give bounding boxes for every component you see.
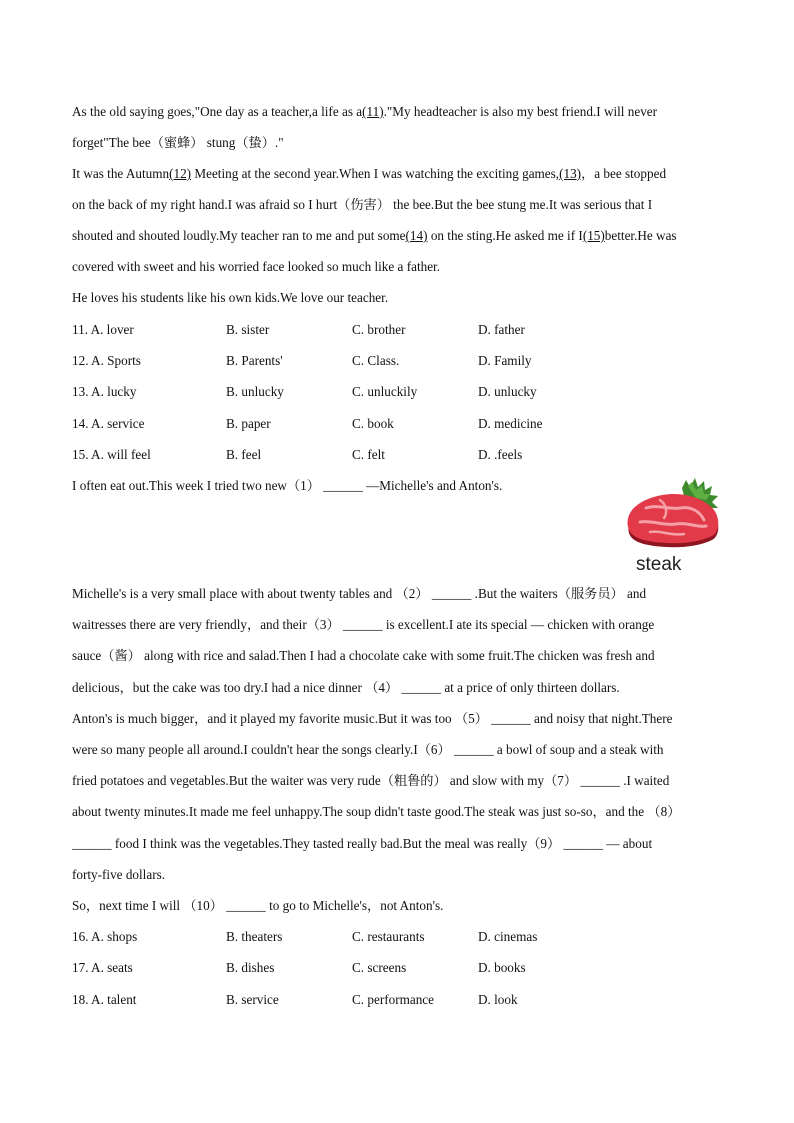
- passage1-line-1: As the old saying goes,"One day as a teacher,a life as a(11)."My headteacher is also my best friend.I will never: [72, 104, 658, 119]
- option-a: 14. A. service: [72, 416, 145, 431]
- passage2-line-10: forty-five dollars.: [72, 867, 166, 882]
- passage1-line-6: covered with sweet and his worried face looked so much like a father.: [72, 259, 441, 274]
- passage1-line-7: He loves his students like his own kids.We love our teacher.: [72, 290, 389, 305]
- question-14: [72, 415, 672, 433]
- option-c: C. felt: [352, 447, 385, 462]
- passage1-line-3: It was the Autumn(12) Meeting at the second year.When I was watching the exciting games,(13)，a bee stopped: [72, 166, 667, 181]
- passage2-line-8: about twenty minutes.It made me feel unhappy.The soup didn't taste good.The steak was just so-so，and the （8）: [72, 804, 681, 819]
- option-a: 11. A. lover: [72, 322, 134, 337]
- passage1-line-4: on the back of my right hand.I was afraid so I hurt（伤害） the bee.But the bee stung me.It was serious that I: [72, 197, 653, 212]
- passage2-line-4: delicious，but the cake was too dry.I had a nice dinner （4） ______ at a price of only thirteen dollars.: [72, 680, 620, 695]
- option-d: D. books: [478, 960, 526, 975]
- passage2-line-7: fried potatoes and vegetables.But the waiter was very rude（粗鲁的） and slow with my（7） ______ .I waited: [72, 773, 670, 788]
- question-15: [72, 446, 672, 464]
- option-a: 13. A. lucky: [72, 384, 137, 399]
- steak-label: steak: [636, 554, 682, 575]
- passage2-line-3: sauce（酱） along with rice and salad.Then I had a chocolate cake with some fruit.The chicken was fresh and: [72, 648, 655, 663]
- blank-13: (13): [559, 166, 582, 181]
- blank-11: (11): [362, 104, 384, 119]
- passage1-line-5: shouted and shouted loudly.My teacher ran to me and put some(14) on the sting.He asked me if I(15)better.He was: [72, 228, 677, 243]
- option-b: B. sister: [226, 322, 270, 337]
- passage2-line-11: So，next time I will （10） ______ to go to Michelle's，not Anton's.: [72, 898, 444, 913]
- passage2-line-5: Anton's is much bigger，and it played my favorite music.But it was too （5） ______ and noisy that night.There: [72, 711, 673, 726]
- question-17: [72, 959, 672, 977]
- option-a: 12. A. Sports: [72, 353, 141, 368]
- option-c: C. brother: [352, 322, 406, 337]
- option-a: 16. A. shops: [72, 929, 138, 944]
- option-c: C. performance: [352, 992, 435, 1007]
- option-a: 18. A. talent: [72, 992, 137, 1007]
- option-b: B. service: [226, 992, 279, 1007]
- option-a: 17. A. seats: [72, 960, 133, 975]
- question-12: [72, 352, 672, 370]
- option-c: C. restaurants: [352, 929, 425, 944]
- question-18: [72, 991, 672, 1009]
- blank-12: (12): [169, 166, 192, 181]
- option-c: C. book: [352, 416, 394, 431]
- option-d: D. unlucky: [478, 384, 537, 399]
- passage2-line-2: waitresses there are very friendly，and their（3） ______ is excellent.I ate its special — chicken with orange: [72, 617, 655, 632]
- question-11: [72, 321, 672, 339]
- option-d: D. .feels: [478, 447, 523, 462]
- passage2-intro: I often eat out.This week I tried two new（1） ______ —Michelle's and Anton's.: [72, 478, 503, 493]
- option-a: 15. A. will feel: [72, 447, 151, 462]
- passage2-line-1: Michelle's is a very small place with about twenty tables and （2） ______ .But the waiters（服务员） and: [72, 586, 647, 601]
- option-d: D. Family: [478, 353, 532, 368]
- passage2-line-6: were so many people all around.I couldn't hear the songs clearly.I（6） ______ a bowl of soup and a steak with: [72, 742, 664, 757]
- question-13: [72, 383, 672, 401]
- option-b: B. dishes: [226, 960, 275, 975]
- option-b: B. Parents': [226, 353, 283, 368]
- blank-14: (14): [405, 228, 428, 243]
- option-c: C. Class.: [352, 353, 400, 368]
- option-b: B. theaters: [226, 929, 283, 944]
- passage2-line-9: ______ food I think was the vegetables.They tasted really bad.But the meal was really（9） ______ — about: [72, 836, 653, 851]
- option-d: D. medicine: [478, 416, 543, 431]
- option-b: B. paper: [226, 416, 271, 431]
- option-b: B. feel: [226, 447, 262, 462]
- option-d: D. cinemas: [478, 929, 538, 944]
- option-c: C. unluckily: [352, 384, 418, 399]
- question-16: [72, 928, 672, 946]
- option-d: D. father: [478, 322, 525, 337]
- option-c: C. screens: [352, 960, 407, 975]
- option-d: D. look: [478, 992, 518, 1007]
- blank-15: (15): [582, 228, 605, 243]
- passage1-line-2: forget"The bee（蜜蜂） stung（蛰）.": [72, 135, 284, 150]
- option-b: B. unlucky: [226, 384, 284, 399]
